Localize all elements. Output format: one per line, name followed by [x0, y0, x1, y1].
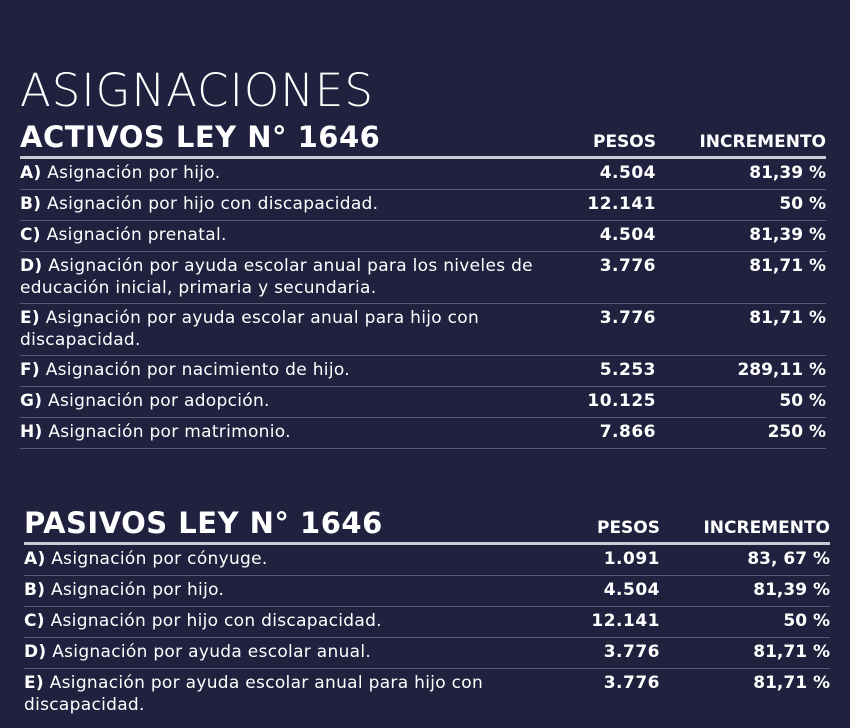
row-description	[20, 307, 536, 351]
row-description	[24, 672, 540, 716]
row-description	[20, 224, 536, 246]
row-incremento: 289,11 %	[737, 360, 826, 380]
pasivos-header	[24, 500, 830, 545]
table-row	[20, 221, 826, 252]
row-incremento: 81,39 %	[749, 225, 826, 245]
row-description	[20, 390, 536, 412]
activos-section	[20, 114, 826, 449]
row-incremento: 250 %	[767, 422, 826, 442]
row-pesos: 10.125	[587, 391, 656, 411]
table-row	[24, 607, 830, 638]
pasivos-section	[24, 500, 830, 721]
page-title: ASIGNACIONES	[20, 64, 374, 117]
row-letter: B)	[24, 580, 46, 600]
row-incremento: 81,71 %	[753, 673, 830, 693]
row-incremento: 81,39 %	[749, 163, 826, 183]
row-description	[24, 610, 540, 632]
table-row	[20, 418, 826, 449]
row-letter: B)	[20, 194, 42, 214]
row-letter: F)	[20, 360, 40, 380]
row-incremento: 81,71 %	[749, 256, 826, 276]
activos-title: ACTIVOS LEY N° 1646	[20, 120, 381, 154]
row-letter: D)	[24, 642, 47, 662]
table-row	[24, 669, 830, 721]
table-row	[24, 545, 830, 576]
row-pesos: 12.141	[587, 194, 656, 214]
row-incremento: 50 %	[779, 391, 826, 411]
row-pesos: 5.253	[599, 360, 656, 380]
row-letter: C)	[24, 611, 45, 631]
activos-incremento-header: INCREMENTO	[699, 132, 826, 152]
row-letter: G)	[20, 391, 43, 411]
table-row	[20, 304, 826, 356]
row-text: Asignación por hijo.	[51, 580, 225, 600]
row-text: Asignación por adopción.	[48, 391, 270, 411]
row-description	[20, 359, 536, 381]
row-description	[24, 548, 540, 570]
activos-header	[20, 114, 826, 159]
row-letter: A)	[20, 163, 42, 183]
row-letter: H)	[20, 422, 43, 442]
row-text: Asignación por cónyuge.	[51, 549, 268, 569]
table-row	[24, 638, 830, 669]
table-row	[20, 252, 826, 304]
row-pesos: 3.776	[603, 642, 660, 662]
row-text: Asignación por ayuda escolar anual.	[52, 642, 372, 662]
row-description	[20, 193, 536, 215]
row-incremento: 81,71 %	[753, 642, 830, 662]
row-description	[20, 255, 536, 299]
table-row	[20, 190, 826, 221]
row-pesos: 4.504	[599, 163, 656, 183]
row-description	[20, 162, 536, 184]
row-text: Asignación por hijo.	[47, 163, 221, 183]
row-text: Asignación prenatal.	[46, 225, 227, 245]
row-incremento: 50 %	[779, 194, 826, 214]
row-letter: E)	[20, 308, 40, 328]
row-text: Asignación por ayuda escolar anual para hijo con discapacidad.	[20, 308, 480, 350]
row-text: Asignación por hijo con discapacidad.	[47, 194, 379, 214]
row-pesos: 4.504	[603, 580, 660, 600]
row-pesos: 3.776	[603, 673, 660, 693]
row-description	[24, 579, 540, 601]
row-letter: C)	[20, 225, 41, 245]
row-incremento: 81,39 %	[753, 580, 830, 600]
row-text: Asignación por nacimiento de hijo.	[45, 360, 350, 380]
pasivos-title: PASIVOS LEY N° 1646	[24, 506, 383, 540]
row-pesos: 1.091	[603, 549, 660, 569]
table-row	[24, 576, 830, 607]
row-text: Asignación por matrimonio.	[48, 422, 291, 442]
pasivos-incremento-header: INCREMENTO	[703, 518, 830, 538]
row-incremento: 50 %	[783, 611, 830, 631]
row-letter: D)	[20, 256, 43, 276]
row-letter: A)	[24, 549, 46, 569]
row-pesos: 12.141	[591, 611, 660, 631]
table-row	[20, 387, 826, 418]
row-pesos: 3.776	[599, 256, 656, 276]
row-text: Asignación por ayuda escolar anual para los niveles de educación inicial, primaria y secundaria.	[20, 256, 533, 298]
row-text: Asignación por ayuda escolar anual para hijo con discapacidad.	[24, 673, 484, 715]
row-incremento: 81,71 %	[749, 308, 826, 328]
row-text: Asignación por hijo con discapacidad.	[50, 611, 382, 631]
activos-pesos-header: PESOS	[592, 132, 656, 152]
pasivos-pesos-header: PESOS	[596, 518, 660, 538]
row-description	[24, 641, 540, 663]
row-pesos: 7.866	[599, 422, 656, 442]
row-pesos: 4.504	[599, 225, 656, 245]
table-row	[20, 159, 826, 190]
table-row	[20, 356, 826, 387]
row-letter: E)	[24, 673, 44, 693]
row-incremento: 83, 67 %	[747, 549, 830, 569]
row-description	[20, 421, 536, 443]
row-pesos: 3.776	[599, 308, 656, 328]
